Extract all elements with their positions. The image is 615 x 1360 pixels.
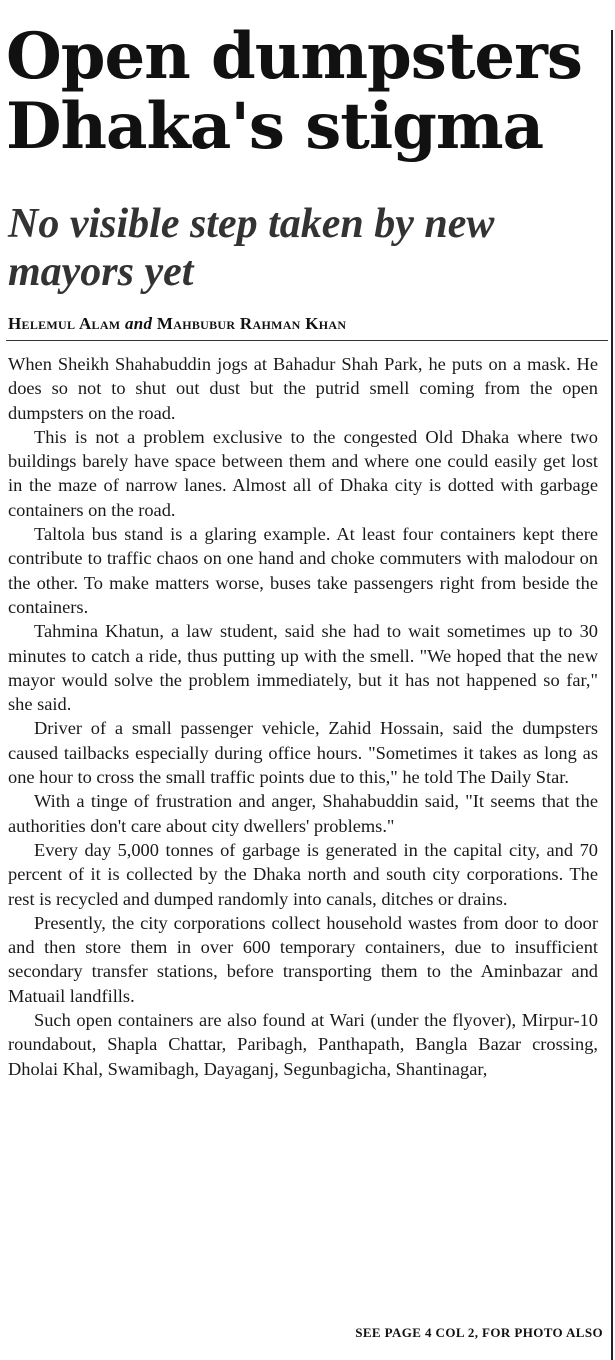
article-body (8, 352, 598, 1081)
byline (8, 314, 346, 334)
paragraph: Driver of a small passenger vehicle, Zahid Hossain, said the dumpsters caused tailbacks especially during office hours. "Sometimes it takes as long as one hour to cross the small traffic points due to this," he told The Daily Star. (8, 718, 598, 788)
paragraph: Such open containers are also found at Wari (under the flyover), Mirpur-10 roundabout, Shapla Chattar, Paribagh, Panthapath, Bangla Bazar crossing, Dholai Khal, Swamibagh, Dayaganj, Segunbagicha, Shantinagar, (8, 1010, 598, 1079)
byline-author-1: Helemul Alam (8, 314, 121, 333)
continuation-notice: SEE PAGE 4 COL 2, FOR PHOTO ALSO (355, 1325, 603, 1340)
paragraph: This is not a problem exclusive to the congested Old Dhaka where two buildings barely have space between them and where one could easily get lost in the maze of narrow lanes. Almost all of Dhaka city is dotted with garbage containers on the road. (8, 426, 598, 520)
byline-conjunction: and (124, 314, 153, 333)
paragraph: Presently, the city corporations collect household wastes from door to door and then store them in over 600 temporary containers, due to insufficient secondary transfer stations, before transporting them to the Aminbazar and Matuail landfills. (8, 912, 598, 1006)
column-rule (611, 30, 613, 1360)
headline: Open dumpsters Dhaka's stigma (6, 19, 582, 164)
paragraph: Taltola bus stand is a glaring example. At least four containers kept there contribute to traffic chaos on one hand and choke commuters with malodour on the other. To make matters worse, buses take passengers right from beside the containers. (8, 524, 598, 617)
subheadline: No visible step taken by new mayors yet (8, 201, 495, 295)
paragraph: Tahmina Khatun, a law student, said she had to wait sometimes up to 30 minutes to catch a ride, thus putting up with the smell. "We hoped that the new mayor would solve the problem immediately, but it has not happened so far," she said. (8, 621, 598, 715)
byline-author-2: Mahbubur Rahman Khan (156, 314, 347, 333)
paragraph: Every day 5,000 tonnes of garbage is generated in the capital city, and 70 percent of it is collected by the Dhaka north and south city corporations. The rest is recycled and dumped randomly into canals, ditches or drains. (8, 839, 598, 909)
byline-divider (6, 340, 608, 341)
paragraph: With a tinge of frustration and anger, Shahabuddin said, "It seems that the authorities don't care about city dwellers' problems." (8, 791, 598, 836)
paragraph: When Sheikh Shahabuddin jogs at Bahadur Shah Park, he puts on a mask. He does so not to shut out dust but the putrid smell coming from the open dumpsters on the road. (8, 354, 598, 423)
